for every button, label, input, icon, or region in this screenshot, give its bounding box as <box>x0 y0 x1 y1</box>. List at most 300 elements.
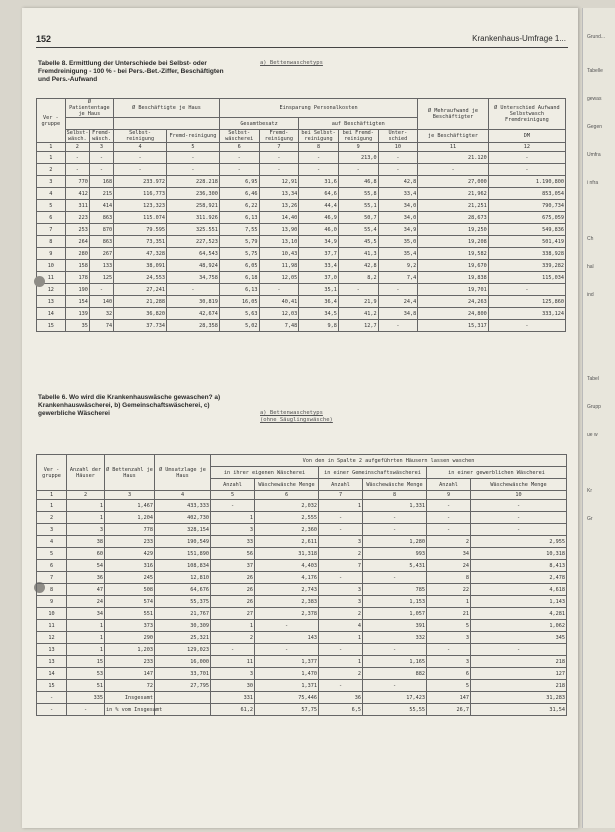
table-cell: 35 <box>65 320 89 332</box>
table-cell: 8 <box>427 572 471 584</box>
table-cell: 213,0 <box>338 152 378 164</box>
table-row <box>37 572 567 584</box>
table-cell: 1 <box>67 644 105 656</box>
table-cell: 316 <box>105 560 155 572</box>
t1-column-number: 1 <box>37 143 66 152</box>
table-cell: 27 <box>211 608 255 620</box>
t1-subheader-cell: je Beschäftigter <box>418 130 489 143</box>
table-cell: 13,90 <box>259 224 299 236</box>
t1-subheader-cell: Selbst-reinigung <box>114 130 167 143</box>
table-cell: - <box>378 152 418 164</box>
table-cell: 264 <box>65 236 89 248</box>
table-cell: 6,22 <box>219 200 259 212</box>
row-group-label: 12 <box>37 284 66 296</box>
table-cell: 21.120 <box>418 152 489 164</box>
row-group-label: 5 <box>37 200 66 212</box>
t1-subheader-cell: Selbst-wäsch. <box>66 130 89 142</box>
page-number: 152 <box>36 34 52 44</box>
row-group-label: - <box>37 704 67 716</box>
table-cell: 27,000 <box>418 176 489 188</box>
t2-subheader-cell: Wäschewäsche Menge <box>255 479 319 491</box>
table-cell: 6,18 <box>219 272 259 284</box>
table-cell: 253 <box>65 224 89 236</box>
table-cell: 228.218 <box>167 176 220 188</box>
adjacent-page-edge <box>582 8 615 828</box>
table-cell: - <box>167 152 220 164</box>
t2-column-number: 8 <box>363 491 427 500</box>
table-row <box>37 188 566 200</box>
table-cell: 2 <box>211 632 255 644</box>
t1-subheader-row <box>37 130 566 143</box>
table-cell: 236,300 <box>167 188 220 200</box>
adjacent-page-line: Ch <box>587 236 594 242</box>
table-cell: - <box>427 512 471 524</box>
row-group-label: 13 <box>37 644 67 656</box>
row-group-label: 11 <box>37 620 67 632</box>
table-cell: 3 <box>319 596 363 608</box>
table-cell: - <box>319 572 363 584</box>
table-cell <box>155 704 211 716</box>
table-cell: 233 <box>105 656 155 668</box>
table-cell: 41,3 <box>338 248 378 260</box>
table-cell: - <box>319 512 363 524</box>
table-cell: 147 <box>105 668 155 680</box>
row-group-label: 4 <box>37 536 67 548</box>
table-cell: 139 <box>65 308 89 320</box>
table-cell: 54 <box>67 560 105 572</box>
t2-subheader-cell: Anzahl <box>427 479 471 491</box>
t1-h-mehraufwand: Ø Mehraufwand je Beschäftigter <box>418 99 489 130</box>
table-cell: 245 <box>105 572 155 584</box>
table-cell: 147 <box>427 692 471 704</box>
table-row <box>37 308 566 320</box>
table-cell: 3 <box>211 524 255 536</box>
table-cell: 60 <box>67 548 105 560</box>
table-cell: - <box>255 620 319 632</box>
table-cell: 1.190,800 <box>488 176 565 188</box>
t2-column-number: 10 <box>471 491 567 500</box>
table-cell: 338,928 <box>488 248 565 260</box>
table-cell: - <box>219 164 259 176</box>
adjacent-page-line: i nfra <box>587 180 599 186</box>
table-cell: 574 <box>105 596 155 608</box>
table-cell: 6,95 <box>219 176 259 188</box>
adjacent-page-line: ind <box>587 292 594 298</box>
t2-column-number: 6 <box>255 491 319 500</box>
table-cell: 73,351 <box>114 236 167 248</box>
table-cell: 414 <box>89 200 113 212</box>
table-cell: 42,8 <box>338 260 378 272</box>
table-cell: 21,767 <box>155 608 211 620</box>
table-cell: 21,962 <box>418 188 489 200</box>
table-cell: 267 <box>89 248 113 260</box>
table-cell: - <box>471 524 567 536</box>
table-cell: 26 <box>211 572 255 584</box>
table-row <box>37 224 566 236</box>
row-group-label: 4 <box>37 188 66 200</box>
table-cell: 331 <box>211 692 255 704</box>
t2-h-eigene: in ihrer eigenen Wäscherei <box>211 467 319 479</box>
table-cell: 24,263 <box>418 296 489 308</box>
row-group-label: 3 <box>37 524 67 536</box>
table-cell: 1 <box>211 620 255 632</box>
t1-subheader-cell: Fremd-wäsch. <box>89 130 113 143</box>
table1-caption: Tabelle 8. Ermittlung der Unterschiede bei Selbst- oder Fremdreinigung - 100 % - bei Pers.-Bet.-Ziffer, Beschäftigten und Pers.-Aufwand <box>38 60 224 83</box>
table1-subcaption: a) Bettenwaschetyps <box>260 60 323 66</box>
table-cell: 863 <box>89 212 113 224</box>
table-cell: 34 <box>67 608 105 620</box>
t1-subheader-cell: bei Selbst-reinigung <box>299 130 339 143</box>
table-cell <box>155 692 211 704</box>
table-cell: 5,79 <box>219 236 259 248</box>
table-cell: 12,7 <box>338 320 378 332</box>
table-cell: 6,05 <box>219 260 259 272</box>
t1-column-number: 6 <box>219 143 259 152</box>
table-cell: 2,743 <box>255 584 319 596</box>
row-group-label: 15 <box>37 320 66 332</box>
table-cell: 433,333 <box>155 500 211 512</box>
table-cell: 35,0 <box>378 236 418 248</box>
table-cell: - <box>65 164 89 176</box>
table-row <box>37 248 566 260</box>
table-cell: - <box>89 164 113 176</box>
table-cell: 2 <box>319 668 363 680</box>
table-cell: 75,446 <box>255 692 319 704</box>
table-cell: 31,54 <box>471 704 567 716</box>
table-cell: 882 <box>363 668 427 680</box>
table-cell: 48,924 <box>167 260 220 272</box>
table-cell: - <box>471 500 567 512</box>
table-cell: 993 <box>363 548 427 560</box>
table-cell: 11,98 <box>259 260 299 272</box>
table-cell: 1,203 <box>105 644 155 656</box>
table-cell: 36,820 <box>114 308 167 320</box>
table-cell: 429 <box>105 548 155 560</box>
table-cell: - <box>338 164 378 176</box>
table-row <box>37 692 567 704</box>
t1-column-number: 9 <box>338 143 378 152</box>
table-row <box>37 548 567 560</box>
row-group-label: 14 <box>37 668 67 680</box>
table-cell: 4,281 <box>471 608 567 620</box>
adjacent-page-line: Gr <box>587 516 593 522</box>
table-cell: 57,75 <box>255 704 319 716</box>
t1-column-number: 5 <box>167 143 220 152</box>
table-cell: 15 <box>67 656 105 668</box>
table-cell: 35,1 <box>299 284 339 296</box>
table-row <box>37 260 566 272</box>
row-group-label: 6 <box>37 560 67 572</box>
table-cell: - <box>471 644 567 656</box>
table-cell: 21,288 <box>114 296 167 308</box>
table-cell: - <box>89 152 113 164</box>
table-cell: 44,4 <box>299 200 339 212</box>
table-cell: - <box>378 284 418 296</box>
row-group-label: 7 <box>37 224 66 236</box>
table-cell: 53 <box>67 668 105 680</box>
table-cell: 3 <box>427 656 471 668</box>
table-cell: 21,251 <box>418 200 489 212</box>
table-cell: 37,7 <box>299 248 339 260</box>
table-cell: 46,9 <box>299 212 339 224</box>
table-cell: 10,318 <box>471 548 567 560</box>
table-cell: 115.074 <box>114 212 167 224</box>
table-cell: 30 <box>211 680 255 692</box>
table-cell: - <box>319 644 363 656</box>
table-cell: 19,838 <box>418 272 489 284</box>
table-row <box>37 500 567 512</box>
table-cell: 34,9 <box>299 236 339 248</box>
table-cell: 190,549 <box>155 536 211 548</box>
row-group-label: 6 <box>37 212 66 224</box>
table-cell: 778 <box>105 524 155 536</box>
table-cell: 3 <box>427 632 471 644</box>
table-cell: 41,2 <box>338 308 378 320</box>
table-cell: 28,673 <box>418 212 489 224</box>
table-cell: 19,582 <box>418 248 489 260</box>
table-cell: 290 <box>105 632 155 644</box>
t2-h-umsatzlage: Ø Umsatzlage je Haus <box>155 455 211 491</box>
adjacent-page-line: Umfra <box>587 152 601 158</box>
t2-h-bettenzahl: Ø Bettenzahl je Haus <box>105 455 155 491</box>
t1-subheader-cell: Unter-schied <box>378 130 418 143</box>
table-cell: 863 <box>89 236 113 248</box>
table-cell: 64,676 <box>155 584 211 596</box>
table-cell: 190 <box>65 284 89 296</box>
table-cell: 33,4 <box>299 260 339 272</box>
table2-subcaption-2: (ohne Säuglingswäsche) <box>260 417 333 423</box>
table-cell: 47,328 <box>114 248 167 260</box>
table-cell: 1,143 <box>471 596 567 608</box>
t2-subheader-cell: Anzahl <box>319 479 363 491</box>
table-cell: 30,819 <box>167 296 220 308</box>
t2-column-number: 7 <box>319 491 363 500</box>
t2-h-gruppe: Ver - gruppe <box>37 455 67 491</box>
table-cell: - <box>378 164 418 176</box>
table-cell: 7 <box>319 560 363 572</box>
table-cell: 12,810 <box>155 572 211 584</box>
table-cell: 218 <box>471 680 567 692</box>
adjacent-page-line: Kr <box>587 488 592 494</box>
table-cell: 15,317 <box>418 320 489 332</box>
table-row <box>37 656 567 668</box>
row-group-label: 11 <box>37 272 66 284</box>
table-cell: 10,43 <box>259 248 299 260</box>
table-cell: 24,800 <box>418 308 489 320</box>
table-cell: - <box>319 524 363 536</box>
table-cell: 2 <box>319 548 363 560</box>
table-row <box>37 644 567 656</box>
table-row <box>37 212 566 224</box>
table-row <box>37 632 567 644</box>
table-cell: 233 <box>105 536 155 548</box>
table-cell: 333,124 <box>488 308 565 320</box>
t2-column-number: 3 <box>105 491 155 500</box>
table-cell: 26,7 <box>427 704 471 716</box>
t1-subheader-cell: Fremd-reinigung <box>259 130 299 143</box>
table-cell: 13,26 <box>259 200 299 212</box>
row-group-label: 10 <box>37 608 67 620</box>
t1-h-auf-beschaeftigten: auf Beschäftigten <box>299 118 418 130</box>
table-cell: 6,5 <box>319 704 363 716</box>
table-cell: 9,8 <box>299 320 339 332</box>
table-cell: 19,250 <box>418 224 489 236</box>
table-cell: 6,13 <box>219 212 259 224</box>
running-head: Krankenhaus-Umfrage 1... <box>472 34 566 43</box>
row-group-label: 13 <box>37 296 66 308</box>
t2-column-number: 2 <box>67 491 105 500</box>
table-cell: - <box>488 284 565 296</box>
table-cell: - <box>219 152 259 164</box>
table-cell: 31,6 <box>299 176 339 188</box>
row-group-label: 2 <box>37 164 66 176</box>
table-row <box>37 584 567 596</box>
t2-h-gemeinschaft: in einer Gemeinschaftswäscherei <box>319 467 427 479</box>
table-cell: 36 <box>67 572 105 584</box>
table-cell: 3 <box>319 584 363 596</box>
table-cell: 6 <box>427 668 471 680</box>
punch-hole <box>34 276 45 287</box>
table-row <box>37 272 566 284</box>
table-cell: 129,023 <box>155 644 211 656</box>
row-group-label: 7 <box>37 572 67 584</box>
table-cell: 79.595 <box>114 224 167 236</box>
table-cell: 6,46 <box>219 188 259 200</box>
table-cell: 258,921 <box>167 200 220 212</box>
table-cell: 51 <box>67 680 105 692</box>
table-cell: 412 <box>65 188 89 200</box>
table-cell: 1,470 <box>255 668 319 680</box>
table-cell: 6,13 <box>219 284 259 296</box>
table-cell: 42,674 <box>167 308 220 320</box>
table-cell: - <box>488 320 565 332</box>
t2-subheader-cell: Wäschewäsche Menge <box>471 479 567 491</box>
table-cell: 7,55 <box>219 224 259 236</box>
table-cell: 38 <box>67 536 105 548</box>
table-cell: 501,419 <box>488 236 565 248</box>
table-cell: 12,05 <box>259 272 299 284</box>
table-cell: 64,543 <box>167 248 220 260</box>
table-cell: 1,331 <box>363 500 427 512</box>
table-cell: 2,555 <box>255 512 319 524</box>
adjacent-page-head: Grund... <box>587 34 606 40</box>
table-row <box>37 296 566 308</box>
table-cell: 24,553 <box>114 272 167 284</box>
table-cell: 402,730 <box>155 512 211 524</box>
table-cell: - <box>259 284 299 296</box>
table-cell: 675,059 <box>488 212 565 224</box>
table-cell: 1,165 <box>363 656 427 668</box>
t1-h-sub-empty-b <box>114 118 220 130</box>
table-cell: 16,05 <box>219 296 259 308</box>
table-cell: 42,8 <box>378 176 418 188</box>
table-cell: 2,360 <box>255 524 319 536</box>
table-cell: 1,280 <box>363 536 427 548</box>
table-cell: 3 <box>319 536 363 548</box>
table-cell: 26 <box>211 584 255 596</box>
table-cell: 55,375 <box>155 596 211 608</box>
table-row <box>37 236 566 248</box>
table-cell: 223 <box>65 212 89 224</box>
table-cell: 33,4 <box>378 188 418 200</box>
table-row <box>37 164 566 176</box>
table-cell: 19,701 <box>418 284 489 296</box>
table-cell: 34,5 <box>299 308 339 320</box>
table-cell: 37,0 <box>299 272 339 284</box>
table-cell: 1,467 <box>105 500 155 512</box>
t1-subheader-cell: bei Fremd-reinigung <box>338 130 378 143</box>
table-cell: 332 <box>363 632 427 644</box>
table-cell: 25,321 <box>155 632 211 644</box>
table-cell: - <box>299 152 339 164</box>
table-cell: 34,0 <box>378 212 418 224</box>
table-cell: 5,75 <box>219 248 259 260</box>
table-cell: 14,40 <box>259 212 299 224</box>
table-cell: 328,154 <box>155 524 211 536</box>
table-row <box>37 512 567 524</box>
table-cell: 1 <box>427 596 471 608</box>
table-row <box>37 152 566 164</box>
table-cell: 22 <box>427 584 471 596</box>
table-cell: 853,054 <box>488 188 565 200</box>
table-cell: 30,309 <box>155 620 211 632</box>
table-cell: 31,283 <box>471 692 567 704</box>
row-group-label: 8 <box>37 236 66 248</box>
table-cell: - <box>418 164 489 176</box>
table-cell: 870 <box>89 224 113 236</box>
table-cell: 21 <box>427 608 471 620</box>
table-cell: - <box>363 512 427 524</box>
t2-column-number: 4 <box>155 491 211 500</box>
table-cell: 1 <box>67 620 105 632</box>
table-cell: 125 <box>89 272 113 284</box>
table-cell: - <box>363 680 427 692</box>
table-row <box>37 680 567 692</box>
table-cell: 391 <box>363 620 427 632</box>
table-cell: 12,91 <box>259 176 299 188</box>
table-cell: 8,2 <box>338 272 378 284</box>
table-cell: 24 <box>67 596 105 608</box>
table-cell: 140 <box>89 296 113 308</box>
t1-subheader-cell: Selbst-wäscherei <box>219 130 259 143</box>
table-row <box>37 176 566 188</box>
table-cell: 1 <box>319 632 363 644</box>
table-cell: 24,4 <box>378 296 418 308</box>
table-cell: 2,611 <box>255 536 319 548</box>
table-cell: 785 <box>363 584 427 596</box>
table-cell: 21,9 <box>338 296 378 308</box>
table-cell: 5,431 <box>363 560 427 572</box>
row-group-label: 3 <box>37 176 66 188</box>
t1-column-number: 7 <box>259 143 299 152</box>
table-cell: 33 <box>211 536 255 548</box>
table-cell: 74 <box>89 320 113 332</box>
table2-subcaption-1: a) Bettenwaschetyps <box>260 410 323 416</box>
table-cell: 151,890 <box>155 548 211 560</box>
table-cell: 325.551 <box>167 224 220 236</box>
table-cell: - <box>211 644 255 656</box>
table-cell: 345 <box>471 632 567 644</box>
table-cell: - <box>259 164 299 176</box>
t1-column-number: 11 <box>418 143 489 152</box>
table-cell: 36 <box>319 692 363 704</box>
table-row <box>37 284 566 296</box>
table-cell: - <box>167 164 220 176</box>
table-cell: 143 <box>255 632 319 644</box>
table-cell: 7,4 <box>378 272 418 284</box>
table-cell: 47 <box>67 584 105 596</box>
table-cell: - <box>89 284 113 296</box>
